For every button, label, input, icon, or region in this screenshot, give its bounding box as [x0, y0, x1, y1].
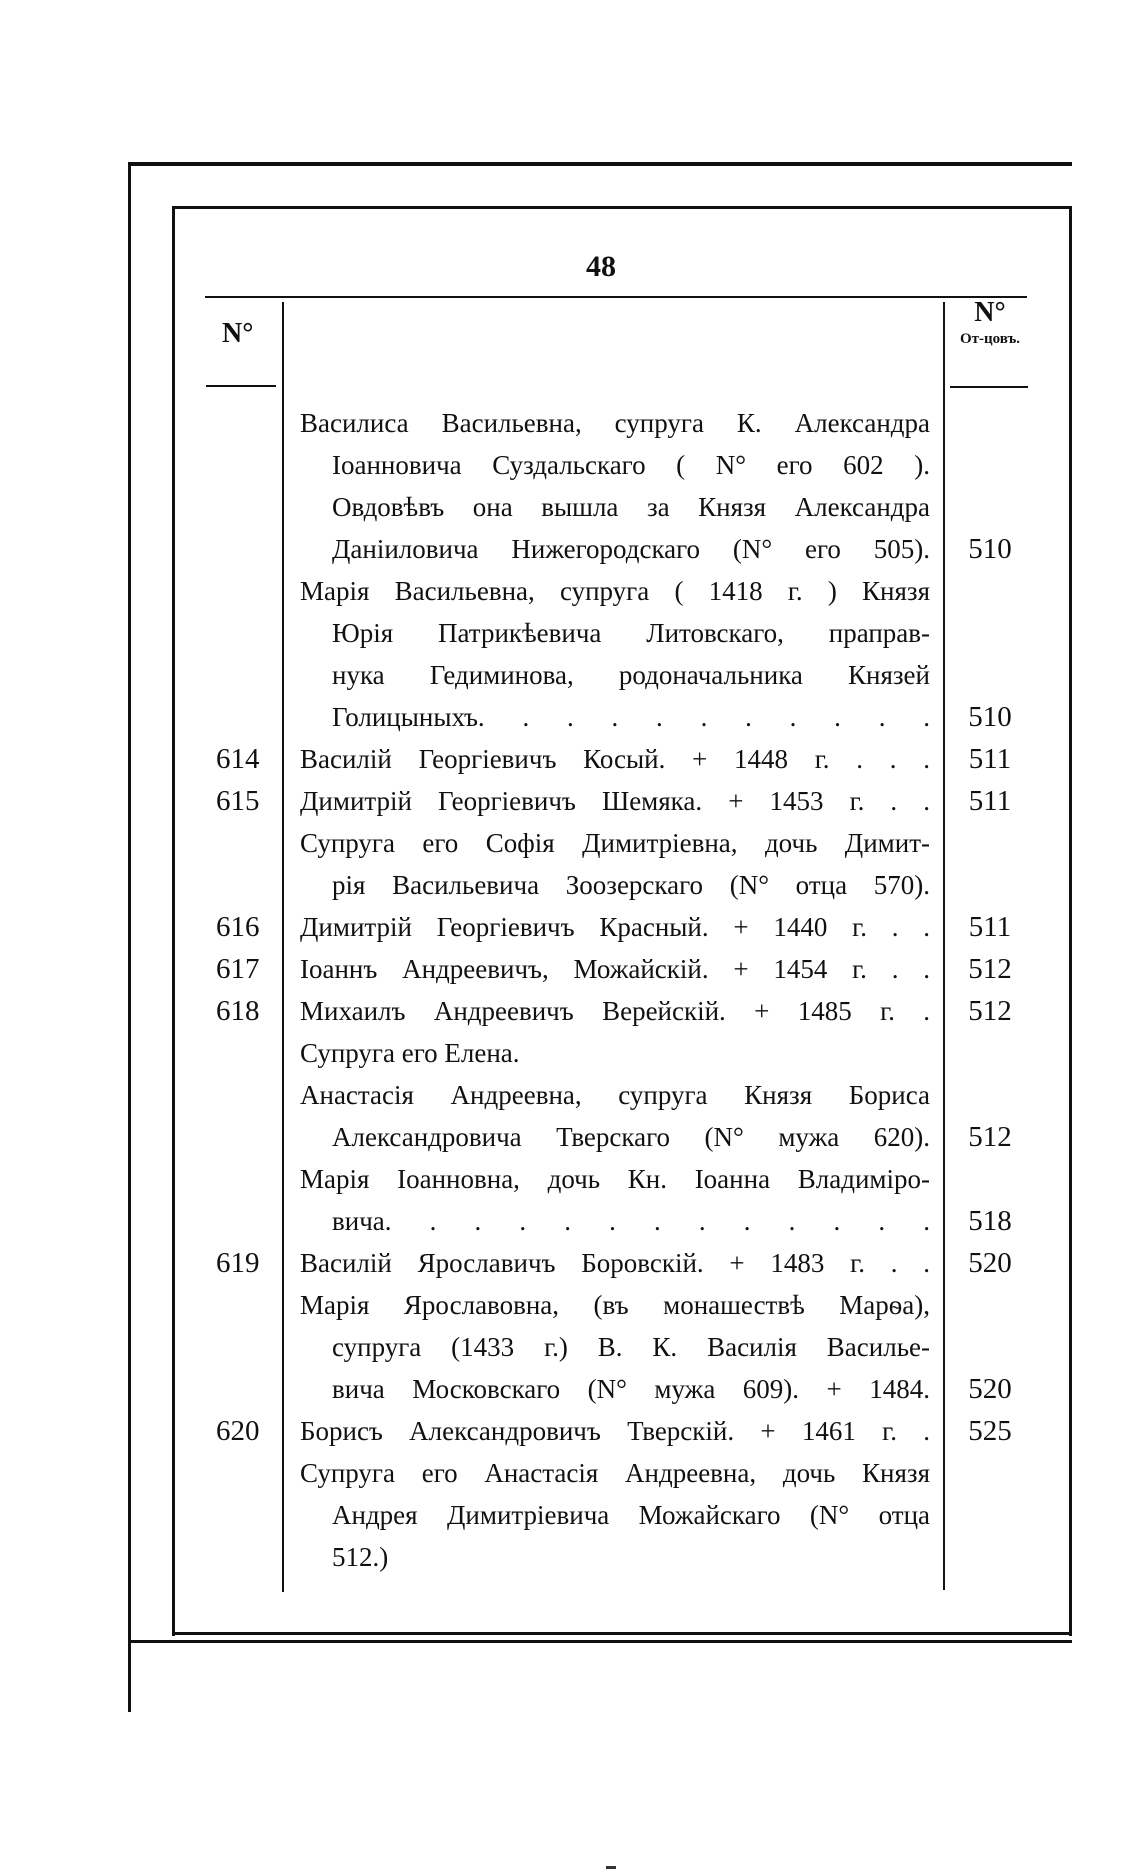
entry-text: Супруга его Елена.	[300, 1038, 520, 1068]
table-row	[0, 1410, 1140, 1452]
entry-text: Василій Ярославичъ Боровскій. + 1483 г. . .	[300, 1248, 930, 1278]
table-row	[0, 864, 1140, 906]
father-number: 525	[968, 1415, 1012, 1447]
entry-number: 616	[216, 911, 260, 943]
entry-number: 617	[216, 953, 260, 985]
entry-text: рія Васильевича Зоозерскаго (N° отца 570).	[332, 870, 930, 900]
entry-text: Анастасія Андреевна, супруга Князя Бориса	[300, 1080, 930, 1110]
table-row	[0, 1116, 1140, 1158]
father-number: 512	[968, 1121, 1012, 1153]
entry-text: Марія Ярославовна, (въ монашествѣ Марѳа),	[300, 1290, 930, 1320]
entry-number: 615	[216, 785, 260, 817]
entry-text: Іоаннъ Андреевичъ, Можайскій. + 1454 г. . .	[300, 954, 930, 984]
table-row	[0, 1074, 1140, 1116]
entry-text: Димитрій Георгіевичъ Шемяка. + 1453 г. . .	[300, 786, 930, 816]
entry-text: Юрія Патрикѣевича Литовскаго, праправ-	[332, 618, 930, 648]
table-row	[0, 444, 1140, 486]
entry-text: Овдовѣвъ она вышла за Князя Александра	[332, 492, 930, 522]
table-row	[0, 570, 1140, 612]
father-number: 512	[968, 953, 1012, 985]
inner-border-bottom	[172, 1632, 1072, 1635]
father-number: 510	[968, 701, 1012, 733]
entry-text: Михаилъ Андреевичъ Верейскій. + 1485 г. .	[300, 996, 930, 1026]
entry-text: Василій Георгіевичъ Косый. + 1448 г. . . .	[300, 744, 930, 774]
entry-number: 618	[216, 995, 260, 1027]
father-number: 511	[968, 743, 1012, 775]
table-row	[0, 1200, 1140, 1242]
table-row	[0, 1452, 1140, 1494]
entry-text: 512.)	[332, 1542, 389, 1572]
frame-border-top	[128, 162, 1072, 166]
entry-number: 619	[216, 1247, 260, 1279]
table-row	[0, 1326, 1140, 1368]
table-row	[0, 822, 1140, 864]
table-row	[0, 486, 1140, 528]
table-row	[0, 738, 1140, 780]
table-row	[0, 612, 1140, 654]
father-number: 520	[968, 1373, 1012, 1405]
entry-text: Борисъ Александровичъ Тверскій. + 1461 г. .	[300, 1416, 930, 1446]
column-fathers-rule	[950, 386, 1028, 388]
table-row	[0, 1536, 1140, 1578]
table-row	[0, 1158, 1140, 1200]
column-fathers-header	[955, 296, 1025, 348]
entry-text: Голицыныхъ. . . . . . . . . . .	[332, 702, 930, 732]
table-row	[0, 654, 1140, 696]
entry-text: Супруга его Софія Димитріевна, дочь Димит-	[300, 828, 930, 858]
column-number-header: N°	[222, 318, 254, 349]
column-fathers-header-symbol: N°	[974, 297, 1006, 328]
entry-text: супруга (1433 г.) В. К. Василія Василье-	[332, 1332, 930, 1362]
entry-text: вича. . . . . . . . . . . . .	[332, 1206, 930, 1236]
entry-text: Василиса Васильевна, супруга К. Александра	[300, 408, 930, 438]
table-row	[0, 696, 1140, 738]
father-number: 511	[968, 785, 1012, 817]
entry-text: Андрея Димитріевича Можайскаго (N° отца	[332, 1500, 930, 1530]
entry-number: 620	[216, 1415, 260, 1447]
table-row	[0, 528, 1140, 570]
entry-text: Супруга его Анастасія Андреевна, дочь Князя	[300, 1458, 930, 1488]
table-row	[0, 1284, 1140, 1326]
table-row	[0, 990, 1140, 1032]
father-number: 512	[968, 995, 1012, 1027]
entry-text: нука Гедиминова, родоначальника Князей	[332, 660, 930, 690]
table-row	[0, 1242, 1140, 1284]
column-fathers-header-label: От-цовъ.	[959, 331, 1021, 347]
table-row	[0, 948, 1140, 990]
father-number: 518	[968, 1205, 1012, 1237]
table-row	[0, 780, 1140, 822]
table-row	[0, 1494, 1140, 1536]
entry-text: Александровича Тверскаго (N° мужа 620).	[332, 1122, 930, 1152]
table-row	[0, 1368, 1140, 1410]
entry-number: 614	[216, 743, 260, 775]
table-row	[0, 1032, 1140, 1074]
entry-text: Димитрій Георгіевичъ Красный. + 1440 г. . .	[300, 912, 930, 942]
page-mark	[606, 1866, 616, 1869]
inner-border-top	[172, 206, 1072, 209]
father-number: 511	[968, 911, 1012, 943]
page-number: 48	[586, 250, 616, 283]
entry-text: Марія Іоанновна, дочь Кн. Іоанна Владиміро-	[300, 1164, 930, 1194]
table-row	[0, 906, 1140, 948]
table-row	[0, 402, 1140, 444]
genealogy-table	[0, 402, 1140, 1578]
entry-text: Марія Васильевна, супруга ( 1418 г. ) Князя	[300, 576, 930, 606]
header-rule	[205, 296, 1027, 298]
column-number-rule	[206, 385, 276, 387]
entry-text: Даніиловича Нижегородскаго (N° его 505).	[332, 534, 930, 564]
outer-border-bottom	[128, 1640, 1072, 1643]
father-number: 520	[968, 1247, 1012, 1279]
father-number: 510	[968, 533, 1012, 565]
entry-text: вича Московскаго (N° мужа 609). + 1484.	[332, 1374, 930, 1404]
entry-text: Іоанновича Суздальскаго ( N° его 602 ).	[332, 450, 930, 480]
